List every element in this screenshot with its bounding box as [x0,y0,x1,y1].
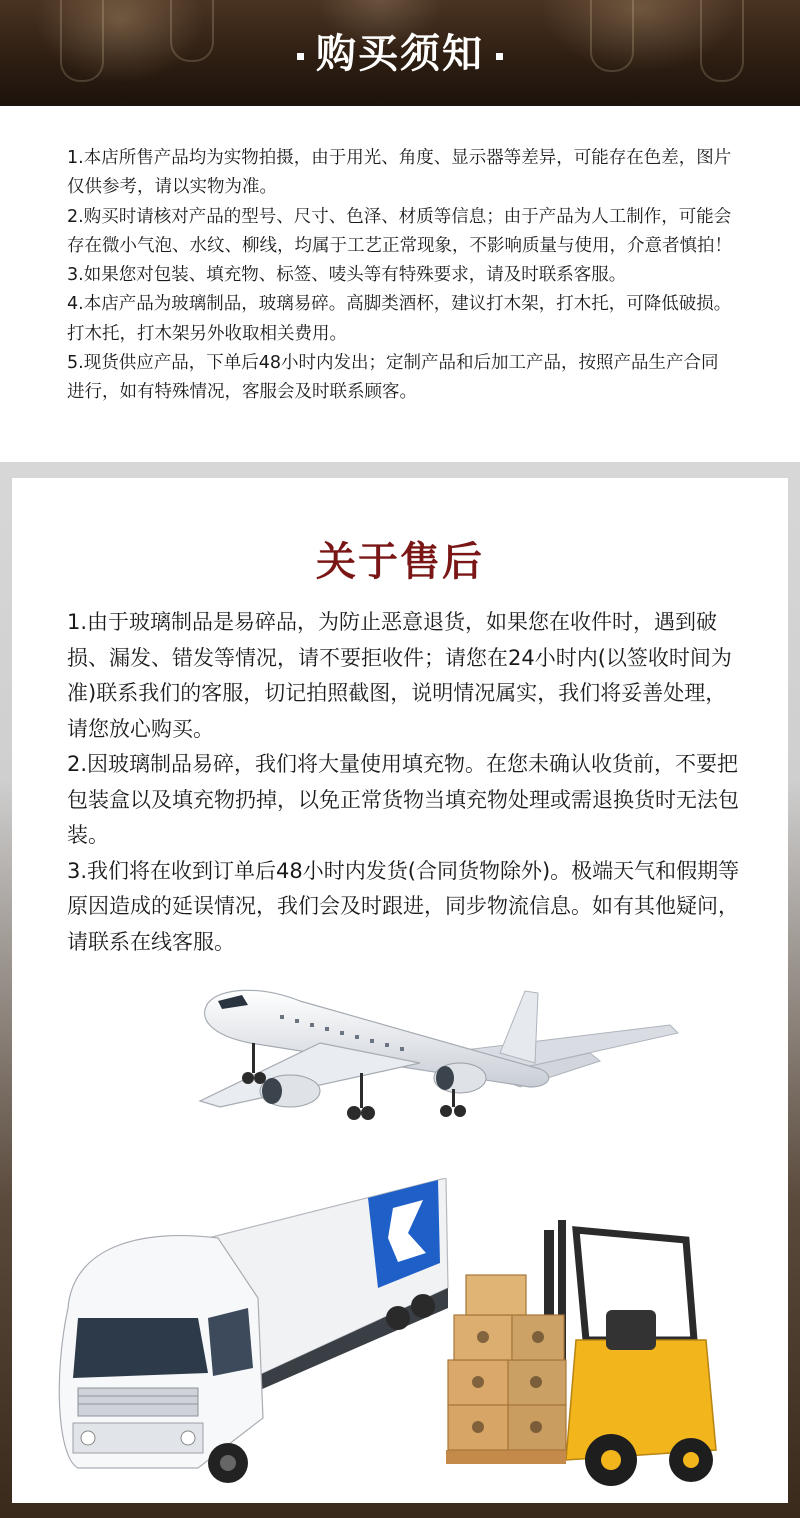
title-dot-icon [496,53,503,60]
banner-title [0,22,800,79]
after-sale-title: 关于售后 [316,539,484,585]
after-sale-item: 2.因玻璃制品易碎，我们将大量使用填充物。在您未确认收货前，不要把包装盒以及填充物扔掉，以免正常货物当填充物处理或需退换货时无法包装。 [67,752,739,847]
after-sale-list [67,605,747,960]
notice-item: 4.本店产品为玻璃制品，玻璃易碎。高脚类酒杯，建议打木架，打木托，可降低破损。打木托，打木架另外收取相关费用。 [67,294,732,344]
purchase-notice-list [67,144,735,408]
after-sale-frame [0,462,800,1518]
truck-icon [48,1178,458,1498]
notice-item: 1.本店所售产品均为实物拍摄，由于用光、角度、显示器等差异，可能存在色差，图片仅供参考，请以实物为准。 [67,148,732,198]
forklift-icon [436,1220,736,1500]
notice-item: 3.如果您对包装、填充物、标签、唛头等有特殊要求，请及时联系客服。 [67,265,627,286]
after-sale-card [12,478,788,1503]
notice-item: 5.现货供应产品，下单后48小时内发出；定制产品和后加工产品，按照产品生产合同进行，如有特殊情况，客服会及时联系顾客。 [67,353,719,403]
after-sale-item: 1.由于玻璃制品是易碎品，为防止恶意退货，如果您在收件时，遇到破损、漏发、错发等情况，请不要拒收件；请您在24小时内(以签收时间为准)联系我们的客服，切记拍照截图，说明情况属实，我们将妥善处理，请您放心购买。 [67,610,732,741]
title-dot-icon [297,53,304,60]
airplane-icon [190,983,690,1153]
notice-item: 2.购买时请核对产品的型号、尺寸、色泽、材质等信息；由于产品为人工制作，可能会存在微小气泡、水纹、柳线，均属于工艺正常现象，不影响质量与使用，介意者慎拍！ [67,206,732,256]
banner-title-text: 购买须知 [316,31,484,77]
after-sale-item: 3.我们将在收到订单后48小时内发货(合同货物除外)。极端天气和假期等原因造成的延误情况，我们会及时跟进，同步物流信息。如有其他疑问，请联系在线客服。 [67,858,740,954]
top-banner [0,0,800,106]
purchase-notice-section [0,106,800,462]
